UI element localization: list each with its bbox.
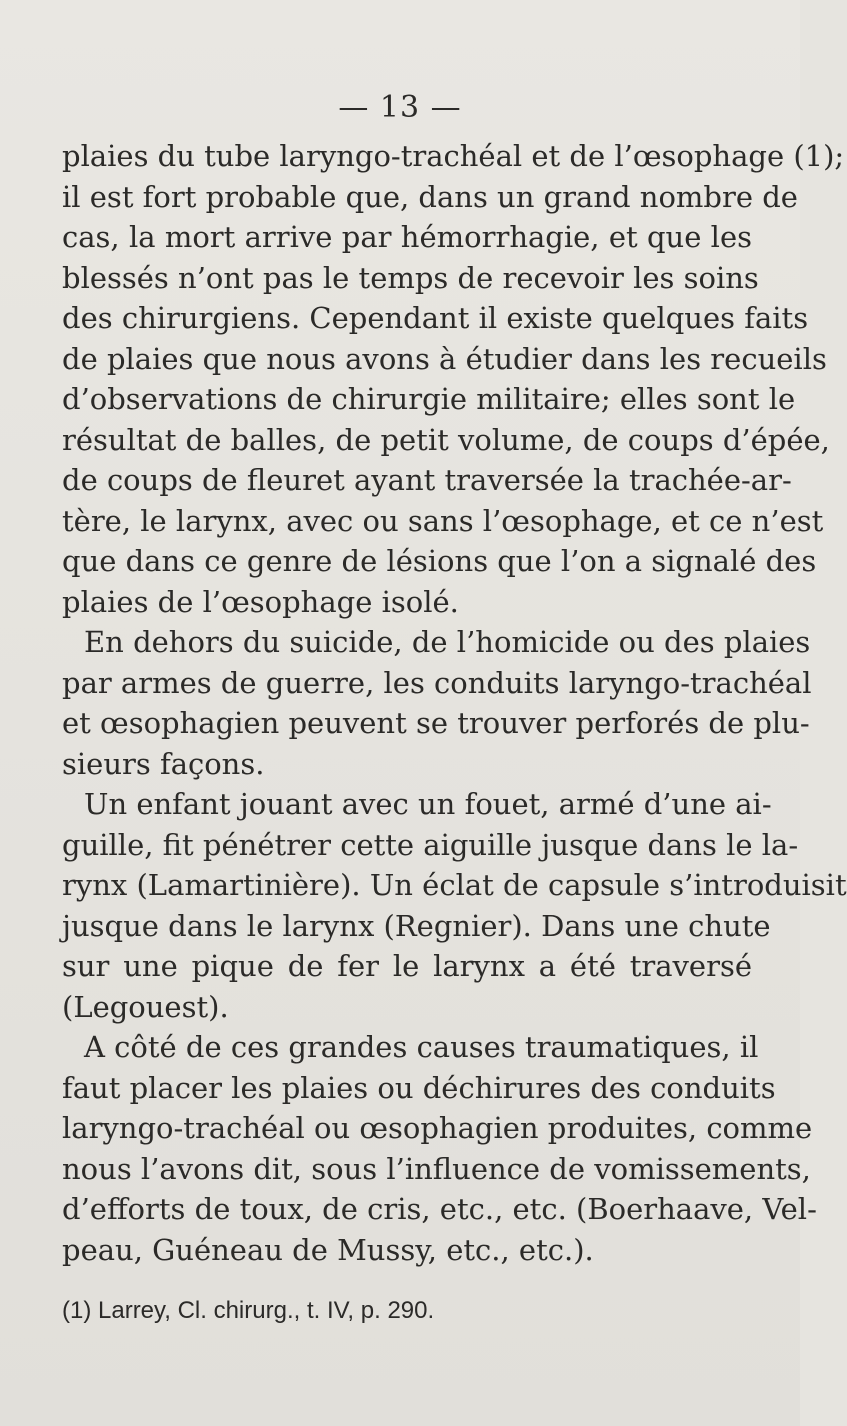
text-line: et œsophagien peuvent se trouver perforés de plu- [62, 706, 810, 740]
text-line: peau, Guéneau de Mussy, etc., etc.). [62, 1232, 594, 1267]
text-line: En dehors du suicide, de l’homicide ou des plaies [84, 625, 811, 659]
text-line: rynx (Lamartinière). Un éclat de capsule s’introduisit [62, 868, 847, 902]
text-line: guille, fit pénétrer cette aiguille jusque dans le la- [62, 827, 799, 862]
text-line: résultat de balles, de petit volume, de coups d’épée, [62, 422, 830, 457]
text-line: jusque dans le larynx (Regnier). Dans une chute [62, 908, 771, 943]
text-line: nous l’avons dit, sous l’influence de vomissements, [62, 1151, 811, 1186]
text-line: des chirurgiens. Cependant il existe quelques faits [62, 301, 809, 335]
body-text [62, 136, 847, 1270]
text-line: plaies de l’œsophage isolé. [62, 584, 459, 619]
text-line: que dans ce genre de lésions que l’on a signalé des [62, 544, 817, 578]
text-line: d’efforts de toux, de cris, etc., etc. (Boerhaave, Vel- [62, 1192, 817, 1226]
text-line: laryngo-trachéal ou œsophagien produites, comme [62, 1111, 813, 1145]
text-line: faut placer les plaies ou déchirures des conduits [62, 1070, 776, 1105]
footnote: (1) Larrey, Cl. chirurg., t. IV, p. 290. [62, 1297, 435, 1324]
text-line: Un enfant jouant avec un fouet, armé d’une ai- [84, 787, 772, 821]
text-line: de coups de fleuret ayant traversée la trachée-ar- [62, 463, 792, 497]
text-line: sieurs façons. [62, 746, 265, 781]
text-line: blessés n’ont pas le temps de recevoir les soins [62, 260, 759, 295]
text-line: de plaies que nous avons à étudier dans les recueils [62, 341, 827, 376]
text-line: il est fort probable que, dans un grand nombre de [62, 179, 798, 214]
text-line: tère, le larynx, avec ou sans l’œsophage, et ce n’est [62, 503, 824, 538]
text-line: d’observations de chirurgie militaire; elles sont le [62, 382, 796, 416]
page-number: — 13 — [338, 90, 462, 125]
text-line: par armes de guerre, les conduits laryngo-trachéal [62, 665, 812, 700]
text-line: plaies du tube laryngo-trachéal et de l’œsophage (1); [62, 139, 845, 173]
text-line: A côté de ces grandes causes traumatiques, il [84, 1030, 759, 1064]
text-line: cas, la mort arrive par hémorrhagie, et que les [62, 220, 752, 254]
text-line: sur une pique de fer le larynx a été traversé [62, 949, 752, 983]
text-line: (Legouest). [62, 989, 229, 1024]
